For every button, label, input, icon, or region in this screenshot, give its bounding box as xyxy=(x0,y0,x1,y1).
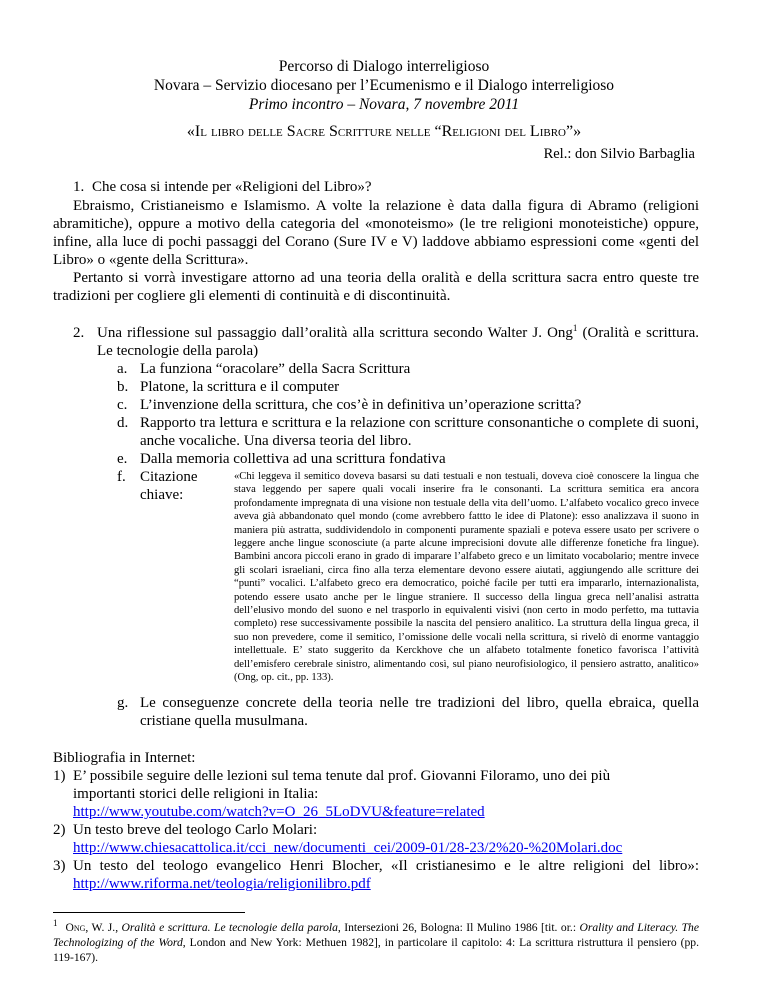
section-2-text-b: (Oralità e scrittura. Le tecnologie della parola) xyxy=(97,325,699,359)
list-item-e: e. Dalla memoria collettiva ad una scrittura fondativa xyxy=(117,451,446,467)
bibliography-link-2[interactable]: http://www.chiesacattolica.it/cci_new/documenti_cei/2009-01/28-23/2%20-%20Molari.doc xyxy=(73,840,623,856)
list-item-c: c. L’invenzione della scrittura, che cos’è in definitiva un’operazione scritta? xyxy=(117,397,582,413)
list-item-b: b. Platone, la scrittura e il computer xyxy=(117,379,340,395)
bibliography-entry-1: 1) E’ possibile seguire delle lezioni sul tema tenute dal prof. Giovanni Filoramo, uno dei più importanti storici delle religioni in Italia: http://www.youtube.com/watch?v=O_26_5LoDVU&feature=related xyxy=(53,768,611,820)
footnote-separator xyxy=(53,912,245,913)
section-2-intro xyxy=(73,324,699,360)
document-title: «Il libro delle Sacre Scritture nelle “Religioni del Libro”» xyxy=(186,123,582,140)
header-line-3: Primo incontro – Novara, 7 novembre 2011 xyxy=(248,96,520,113)
section-2-text-a: Una riflessione sul passaggio dall’oralità alla scrittura secondo Walter J. Ong xyxy=(97,325,573,341)
footnote-number: 1 xyxy=(53,918,58,929)
list-item-a: a. La funziona “oracolare” della Sacra Scrittura xyxy=(117,361,411,377)
list-item-d: d. Rapporto tra lettura e scrittura e la relazione con scritture consonantiche o complete di suoni, anche vocaliche. Una diversa teoria del libro. xyxy=(117,415,699,449)
list-item-g: g. Le conseguenze concrete della teoria nelle tre tradizioni del libro, quella ebraica, quella cristiane quella musulmana. xyxy=(117,695,699,729)
footnote-author: Ong, W. J., xyxy=(65,921,122,934)
speaker-line: Rel.: don Silvio Barbaglia xyxy=(543,146,695,162)
bibliography-heading: Bibliografia in Internet: xyxy=(53,750,196,766)
bibliography-link-1[interactable]: http://www.youtube.com/watch?v=O_26_5LoDVU&feature=related xyxy=(73,804,485,820)
bibliography-entry-2: 2) Un testo breve del teologo Carlo Molari: http://www.chiesacattolica.it/cci_new/documenti_cei/2009-01/28-23/2%20-%20Molari.doc xyxy=(53,822,623,856)
section-1-paragraph-1: Ebraismo, Cristianeismo e Islamismo. A volte la relazione è data dalla figura di Abramo (religioni abramitiche), oppure a motivo della categoria del «monoteismo» (le tre religioni monoteistiche) oppure, infine, alla luce di pochi passaggi del Corano (Sure IV e V) laddove abbiamo espressioni come «genti del Libro» o «gente della Scrittura». xyxy=(53,198,699,268)
section-2-number: 2. xyxy=(73,325,85,341)
header-line-2: Novara – Servizio diocesano per l’Ecumenismo e il Dialogo interreligioso xyxy=(153,77,615,94)
list-item-f: f. Citazione chiave: xyxy=(117,469,198,503)
bibliography-entry-3: 3) Un testo del teologo evangelico Henri Blocher, «Il cristianesimo e le altre religioni del libro»: http://www.riforma.net/teologia/religionilibro.pdf xyxy=(53,858,699,892)
section-1-paragraph-2: Pertanto si vorrà investigare attorno ad una teoria della oralità e della scrittura sacra entro queste tre tradizioni per cogliere gli elementi di continuità e di discontinuità. xyxy=(53,270,699,304)
footnote-ref: 1 xyxy=(572,323,578,333)
bibliography-link-3[interactable]: http://www.riforma.net/teologia/religionilibro.pdf xyxy=(73,876,371,892)
section-1-number: 1. xyxy=(73,179,85,195)
section-1-question-text: Che cosa si intende per «Religioni del Libro»? xyxy=(92,179,372,195)
header-line-1: Percorso di Dialogo interreligioso xyxy=(278,58,490,75)
footnote: $^1$ Ong, W. J., Oralità e scrittura. Le tecnologie della parola, Intersezioni 26, Bologna: Il Mulino 1986 [tit. or.: Orality and Literacy. The Technologizing of the Word, London and New York: Methuen 1982], in particolare il capitolo: 4: La scrittura ristruttura il pensiero (pp. 119-167). xyxy=(53,918,699,964)
section-1-question xyxy=(73,178,699,196)
key-quotation: «Chi leggeva il semitico doveva basarsi su dati testuali e non testuali, doveva cioè conoscere la lingua che stava leggendo per sapere quali vocali inserire fra le consonanti. La scrittura semitica era ancora profondamente impregnata di una visione non testuale della vita dell’uomo. L’alfabeto vocalico greco invece aveva già abbandonato quel mondo (come avrebbero fattto le idee di Platone): esso analizzava il suono in maniera più astratta, suddividendolo in componenti puramente spaziali e poteva essere usato per scrivere o leggere anche lingue sconosciute (a parte alcune imprecisioni dovute alle differenze fonetiche fra lingue). Bambini ancora piccoli erano in grado di imparare l’alfabeto greco e un limitato vocabolario; mentre invece gli scolari israeliani, circa fino alla terza elementare devono essere aiutati, aggiungendo alle scritture dei “punti” vocalici. L’alfabeto greco era democratico, poiché facile per tutti era impararlo, internazionalista, potendo essere usato anche per le lingue straniere. Il successo della lingua greca nell’analisi astratta dell’elusivo mondo del suono e nel trasporlo in equivalenti visivi (non certo in modo perfetto, ma tuttavia completo) rese successivamente possibile la nascita del pensiero analitico. La struttura della lingua greca, il suo non prevedere, come il semitico, l’omissione delle vocali nella scrittura, si rivelò di enorme vantaggio intellettuale. E’ stato suggerito da Kerckhove che un alfabeto totalmente fonetico favorisca l’attività dell’emisfero cerebrale sinistro, alimentando così, sul piano neurofisiologico, il pensiero astratto, analitico» (Ong, op. cit., pp. 133). xyxy=(234,471,699,684)
